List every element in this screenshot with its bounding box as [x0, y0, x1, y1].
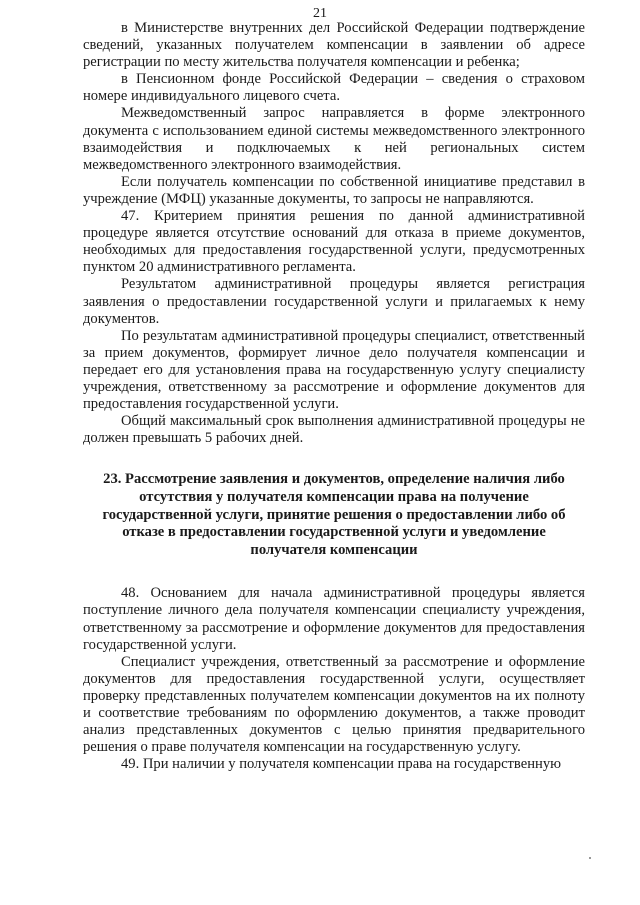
- section-heading: 23. Рассмотрение заявления и документов, определение наличия либо отсутствия у получателя компенсации права на получение государственной услуги, принятие решения о предоставлении либо об отказе в предоставлении государственной услуги и уведомление получателя компенсации: [102, 471, 566, 558]
- paragraph: Специалист учреждения, ответственный за рассмотрение и оформление документов для предоставления государственной услуги, осуществляет проверку представленных получателем компенсации документов на их полноту и соответствие требованиям по оформлению документов, а также проводит анализ представленных документов с целью принятия предварительного решения о праве получателя компенсации на государственную услугу.: [83, 653, 585, 756]
- scan-dot: [589, 857, 591, 859]
- page-number: 21: [313, 6, 327, 21]
- paragraph: 48. Основанием для начала административной процедуры является поступление личного дела получателя компенсации специалисту учреждения, ответственному за рассмотрение и оформление документов для предоставления государственной услуги.: [83, 585, 585, 653]
- paragraph: в Министерстве внутренних дел Российской Федерации подтверждение сведений, указанных получателем компенсации в заявлении об адресе регистрации по месту жительства получателя компенсации и ребенка;: [83, 20, 585, 71]
- paragraph: 49. При наличии у получателя компенсации права на государственную: [121, 756, 562, 773]
- paragraph: Общий максимальный срок выполнения административной процедуры не должен превышать 5 рабочих дней.: [83, 413, 585, 447]
- document-body: [83, 20, 585, 773]
- paragraph: По результатам административной процедуры специалист, ответственный за прием документов, формирует личное дело получателя компенсации и передает его для установления права на государственную услугу специалисту учреждения, ответственному за рассмотрение и оформление документов для предоставления государственной услуги.: [83, 327, 585, 413]
- paragraph: Результатом административной процедуры является регистрация заявления о предоставлении государственной услуги и прилагаемых к нему документов.: [83, 276, 585, 327]
- paragraph: в Пенсионном фонде Российской Федерации – сведения о страховом номере индивидуального лицевого счета.: [83, 71, 585, 105]
- paragraph: Межведомственный запрос направляется в форме электронного документа с использованием единой системы межведомственного электронного взаимодействия и подключаемых к ней региональных систем межведомственного электронного взаимодействия.: [83, 105, 585, 173]
- paragraph: Если получатель компенсации по собственной инициативе представил в учреждение (МФЦ) указанные документы, то запросы не направляются.: [83, 173, 585, 207]
- paragraph: 47. Критерием принятия решения по данной административной процедуре является отсутствие оснований для отказа в приеме документов, необходимых для предоставления государственной услуги, предусмотренных пунктом 20 административного регламента.: [83, 208, 585, 276]
